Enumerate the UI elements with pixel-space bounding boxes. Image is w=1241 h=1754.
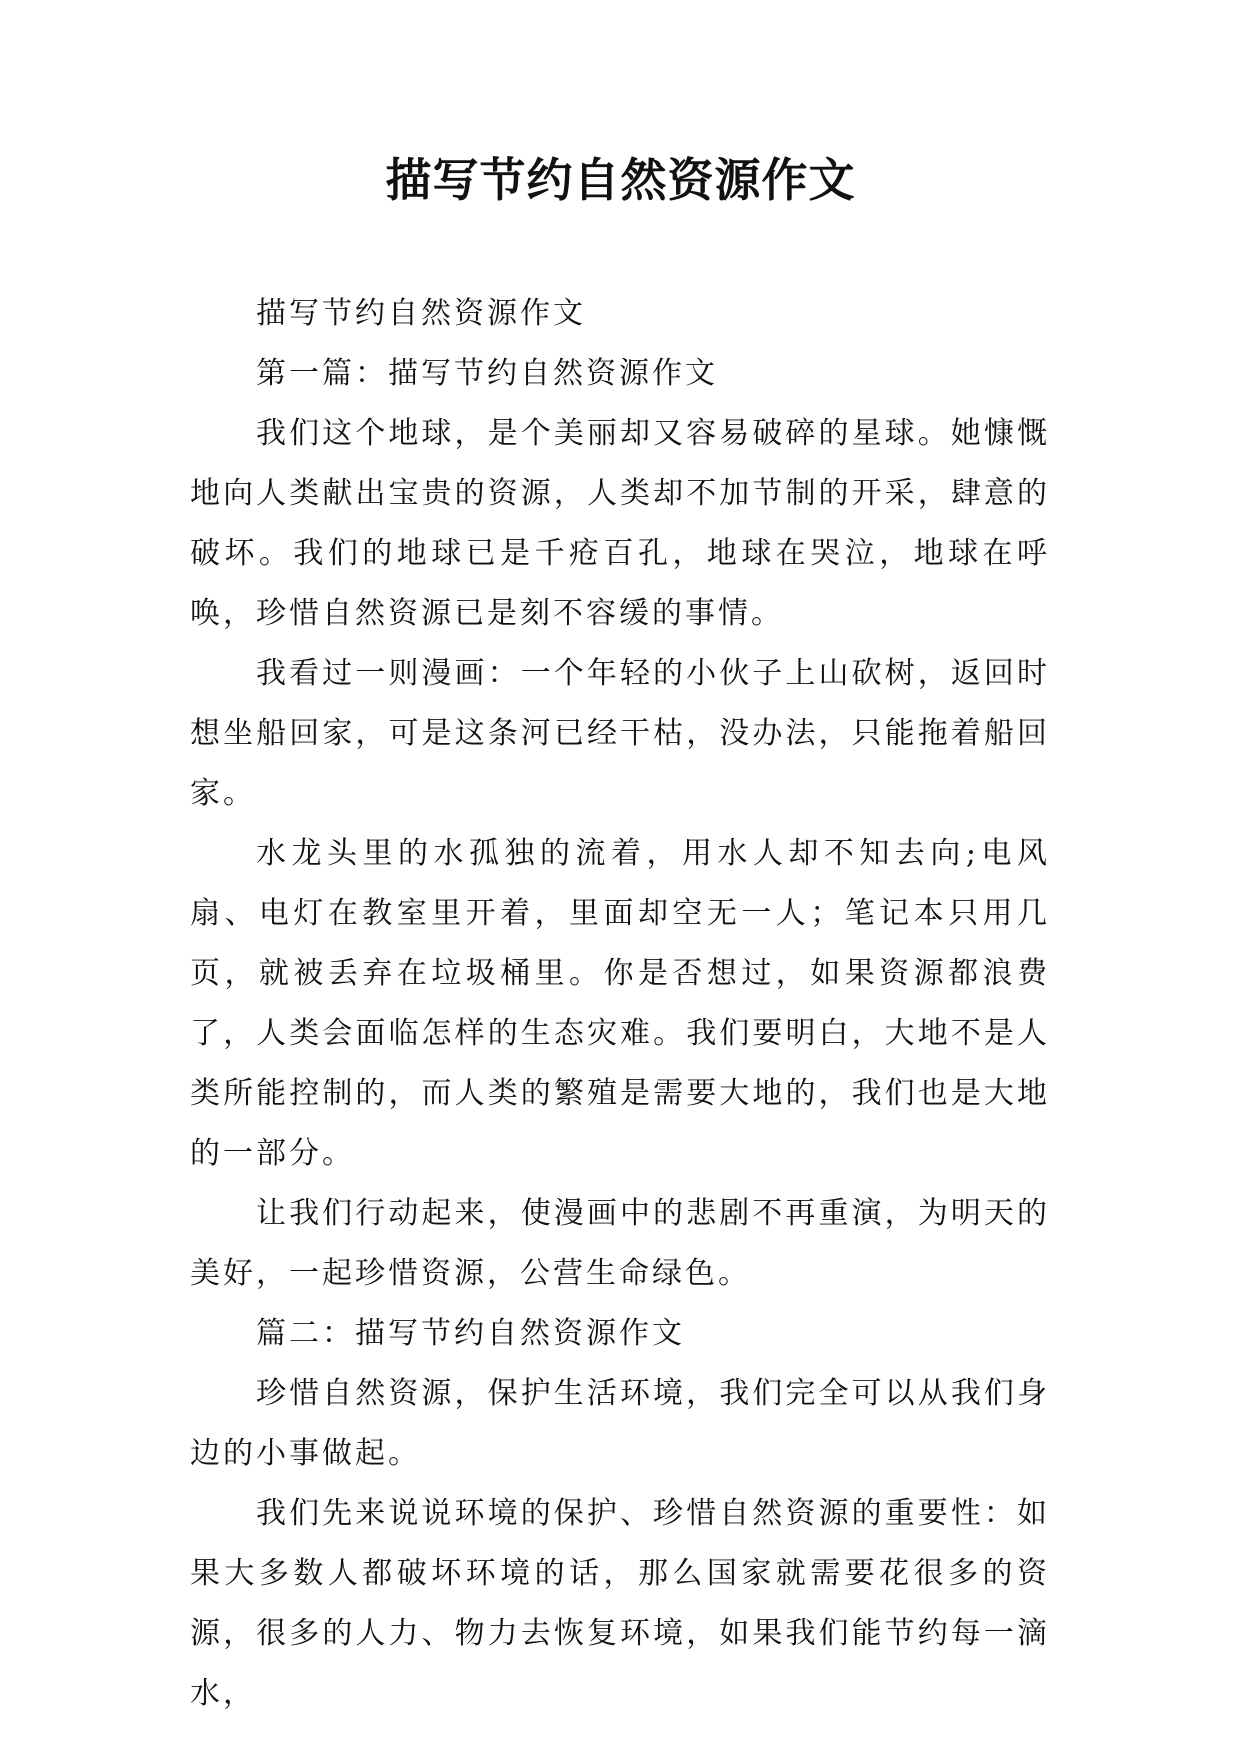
paragraph-section-2-heading: 篇二：描写节约自然资源作文: [256, 1316, 685, 1351]
paragraph: 我们这个地球，是个美丽却又容易破碎的星球。她慷慨地向人类献出宝贵的资源，人类却不加节制的开采，肆意的破坏。我们的地球已是千疮百孔，地球在哭泣，地球在呼唤，珍惜自然资源已是刻不容缓的事情。: [190, 416, 1050, 631]
paragraph-subtitle: 描写节约自然资源作文: [256, 296, 586, 331]
paragraph: 我们先来说说环境的保护、珍惜自然资源的重要性：如果大多数人都破坏环境的话，那么国家就需要花很多的资源，很多的人力、物力去恢复环境，如果我们能节约每一滴水，: [190, 1496, 1050, 1711]
document-title: 描写节约自然资源作文: [385, 153, 856, 207]
paragraph: 我看过一则漫画：一个年轻的小伙子上山砍树，返回时想坐船回家，可是这条河已经干枯，没办法，只能拖着船回家。: [190, 656, 1050, 811]
paragraph-section-1-heading: 第一篇：描写节约自然资源作文: [256, 356, 718, 391]
paragraph: 水龙头里的水孤独的流着，用水人却不知去向;电风扇、电灯在教室里开着，里面却空无一人；笔记本只用几页，就被丢弃在垃圾桶里。你是否想过，如果资源都浪费了，人类会面临怎样的生态灾难。我们要明白，大地不是人类所能控制的，而人类的繁殖是需要大地的，我们也是大地的一部分。: [190, 836, 1050, 1171]
paragraph: 让我们行动起来，使漫画中的悲剧不再重演，为明天的美好，一起珍惜资源，公营生命绿色。: [190, 1196, 1050, 1291]
document-body: [190, 284, 1050, 1724]
paragraph: 珍惜自然资源，保护生活环境，我们完全可以从我们身边的小事做起。: [190, 1376, 1050, 1471]
